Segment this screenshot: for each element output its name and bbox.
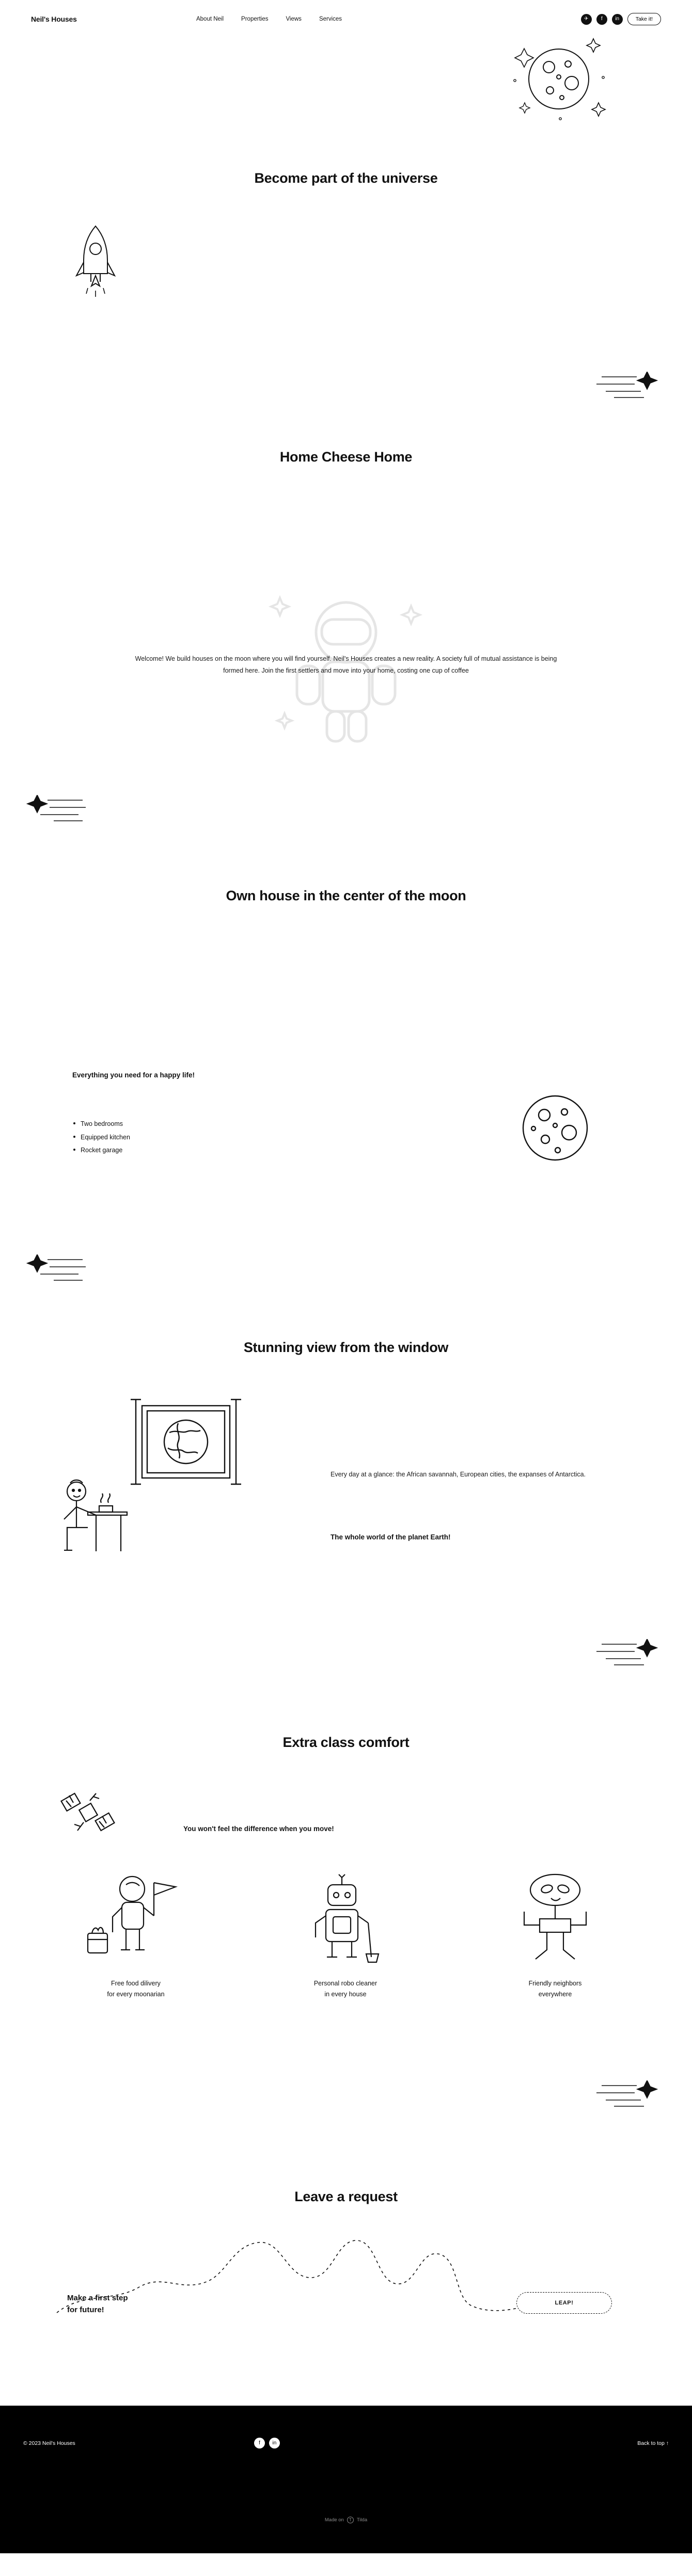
made-on-badge[interactable]	[0, 2517, 692, 2523]
astronaut-with-flag-icon	[76, 1869, 195, 1967]
main-nav	[196, 16, 342, 22]
section-title-request: Leave a request	[294, 2189, 398, 2204]
cheese-paragraph: Welcome! We build houses on the moon where you will find yourself. Neil's Houses creates a new reality. A society full of mutual assistance is being formed here. Join the first settlers and move into your home, costing one cup of coffee	[135, 655, 557, 675]
comfort-card	[450, 1869, 660, 2000]
comfort-card-line1: Personal robo cleaner	[313, 1980, 378, 1987]
list-item: Equipped kitchen	[72, 1131, 130, 1144]
rocket-icon	[72, 222, 119, 299]
vk-icon[interactable]: in	[269, 2438, 280, 2448]
section-title-comfort: Extra class comfort	[282, 1735, 410, 1750]
leap-button[interactable]: LEAP!	[516, 2292, 612, 2314]
section-title-house: Own house in the center of the moon	[226, 888, 466, 903]
comfort-card-line1: Free food dilivery	[111, 1980, 161, 1987]
nav-item-about[interactable]: About Neil	[196, 16, 224, 22]
robot-cleaner-icon	[294, 1869, 397, 1967]
telegram-icon[interactable]: ✈	[581, 14, 592, 25]
comfort-card-caption	[314, 1978, 377, 2000]
nav-item-properties[interactable]: Properties	[241, 16, 269, 22]
section-title-cheese: Home Cheese Home	[279, 449, 413, 465]
vk-icon[interactable]: in	[612, 14, 623, 25]
satellite-icon	[57, 1786, 119, 1843]
comfort-card-line2: for every moonarian	[107, 1991, 165, 1998]
house-feature-list	[72, 1118, 130, 1157]
back-to-top-link[interactable]: Back to top ↑	[637, 2440, 669, 2446]
footer-bar	[0, 2438, 692, 2448]
section-title-view: Stunning view from the window	[243, 1340, 449, 1355]
comfort-card-line2: in every house	[324, 1991, 367, 1998]
house-lead-text: Everything you need for a happy life!	[72, 1071, 195, 1079]
made-on-brand: Tilda	[356, 2517, 368, 2523]
person-at-desk-icon	[52, 1474, 147, 1564]
dotted-path-decoration	[52, 2220, 630, 2333]
comfort-card-caption	[529, 1978, 582, 2000]
footer-social	[254, 2438, 280, 2448]
shooting-star-icon	[25, 1254, 87, 1285]
facebook-icon[interactable]: f	[254, 2438, 265, 2448]
request-text-line1: Make a first step	[67, 2294, 128, 2302]
header-actions	[581, 13, 661, 25]
shooting-star-icon	[596, 372, 658, 403]
take-it-button[interactable]: Take it!	[627, 13, 661, 25]
list-item: Rocket garage	[72, 1144, 130, 1157]
nav-item-views[interactable]: Views	[286, 16, 302, 22]
moon-icon	[516, 1089, 594, 1167]
comfort-card-caption	[107, 1978, 164, 2000]
comfort-card-line1: Friendly neighbors	[528, 1980, 582, 1987]
request-text-line2: for future!	[67, 2305, 104, 2315]
nav-item-services[interactable]: Services	[319, 16, 342, 22]
hero-moon-illustration	[509, 30, 607, 128]
facebook-icon[interactable]: f	[596, 14, 607, 25]
made-on-label: Made on	[324, 2517, 344, 2523]
site-footer	[0, 2406, 692, 2553]
list-item: Two bedrooms	[72, 1118, 130, 1131]
comfort-card	[241, 1869, 450, 2000]
view-highlight: The whole world of the planet Earth!	[331, 1533, 451, 1541]
shooting-star-icon	[596, 1639, 658, 1670]
page-title: Become part of the universe	[254, 170, 438, 186]
request-text	[67, 2292, 128, 2316]
tilda-logo-icon: T	[347, 2517, 354, 2523]
footer-copyright: © 2023 Neil's Houses	[23, 2440, 75, 2446]
shooting-star-icon	[25, 795, 87, 826]
comfort-lead-text: You won't feel the difference when you move!	[183, 1825, 334, 1833]
view-paragraph: Every day at a glance: the African savannah, European cities, the expanses of Antarctica.	[331, 1471, 586, 1478]
shooting-star-icon	[596, 2080, 658, 2111]
alien-neighbor-icon	[504, 1869, 607, 1967]
comfort-cards	[31, 1869, 661, 2000]
site-logo[interactable]: Neil's Houses	[31, 15, 77, 23]
comfort-card	[31, 1869, 241, 2000]
site-header	[0, 0, 692, 38]
comfort-card-line2: everywhere	[538, 1991, 572, 1998]
